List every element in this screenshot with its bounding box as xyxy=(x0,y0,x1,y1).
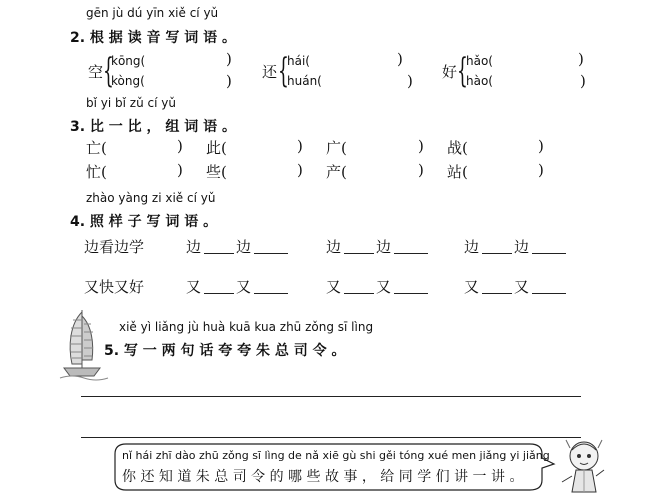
pattern1b-1: 边 xyxy=(326,238,342,256)
row1-item4: 战( xyxy=(447,139,468,157)
blank xyxy=(344,276,374,294)
group3-brace: { xyxy=(457,51,468,91)
pattern1b-2: 边 xyxy=(376,238,392,256)
pattern2c-2: 又 xyxy=(514,278,530,296)
blank xyxy=(532,236,566,254)
section2-pinyin: gēn jù dú yīn xiě cí yǔ xyxy=(86,6,219,20)
blank xyxy=(394,236,428,254)
writing-line-1 xyxy=(81,396,581,397)
blank xyxy=(482,236,512,254)
group3-top-pinyin: hǎo( xyxy=(466,54,493,68)
group1-top-pinyin: kōng( xyxy=(111,54,146,68)
blank xyxy=(204,236,234,254)
cartoon-kid-icon xyxy=(558,436,608,498)
writing-line-2 xyxy=(81,437,581,438)
section3-title: 3. 比 一 比 ， 组 词 语 。 xyxy=(70,119,237,135)
row2-item4: 站( xyxy=(447,163,468,181)
pattern2a-2: 又 xyxy=(236,278,252,296)
group2-bottom-close: ) xyxy=(407,72,413,90)
row2-item4-close: ) xyxy=(538,161,544,179)
section3-pinyin: bǐ yi bǐ zǔ cí yǔ xyxy=(86,96,176,110)
group1-char: 空 xyxy=(88,63,104,81)
pattern2b-1: 又 xyxy=(326,278,342,296)
section5-pinyin: xiě yì liǎng jù huà kuā kua zhū zǒng sī lìng xyxy=(119,320,374,334)
section2-title: 2. 根 据 读 音 写 词 语 。 xyxy=(70,30,237,46)
pattern2a-1: 又 xyxy=(186,278,202,296)
group3-top-close: ) xyxy=(578,50,584,68)
group1-top-close: ) xyxy=(226,50,232,68)
row1-item2: 此( xyxy=(206,139,227,157)
group1-brace: { xyxy=(103,51,114,91)
row1-item2-close: ) xyxy=(297,137,303,155)
group2-char: 还 xyxy=(262,63,278,81)
row1-item3-close: ) xyxy=(418,137,424,155)
example1: 边看边学 xyxy=(84,238,145,256)
blank xyxy=(254,276,288,294)
section4-pinyin: zhào yàng zi xiě cí yǔ xyxy=(86,191,216,205)
row2-item3-close: ) xyxy=(418,161,424,179)
example2: 又快又好 xyxy=(84,278,145,296)
pattern1c-1: 边 xyxy=(464,238,480,256)
pattern2b-2: 又 xyxy=(376,278,392,296)
row1-item4-close: ) xyxy=(538,137,544,155)
row1-item1: 亡( xyxy=(86,139,107,157)
section5-title: 5. 写 一 两 句 话 夸 夸 朱 总 司 令 。 xyxy=(104,343,346,359)
group3-bottom-pinyin: hào( xyxy=(466,74,493,88)
section4-title: 4. 照 样 子 写 词 语 。 xyxy=(70,214,218,230)
group1-bottom-pinyin: kòng( xyxy=(111,74,145,88)
group2-bottom-pinyin: huán( xyxy=(287,74,322,88)
group2-brace: { xyxy=(278,51,289,91)
pattern1a-1: 边 xyxy=(186,238,202,256)
blank xyxy=(204,276,234,294)
blank xyxy=(254,236,288,254)
blank xyxy=(394,276,428,294)
row2-item1: 忙( xyxy=(86,163,107,181)
row1-item1-close: ) xyxy=(177,137,183,155)
group2-top-pinyin: hái( xyxy=(287,54,310,68)
row2-item2: 些( xyxy=(206,163,227,181)
group1-bottom-close: ) xyxy=(226,72,232,90)
group3-char: 好 xyxy=(442,63,458,81)
row2-item2-close: ) xyxy=(297,161,303,179)
pattern1a-2: 边 xyxy=(236,238,252,256)
group3-bottom-close: ) xyxy=(580,72,586,90)
blank xyxy=(482,276,512,294)
group2-top-close: ) xyxy=(397,50,403,68)
pattern1c-2: 边 xyxy=(514,238,530,256)
bubble-text: 你 还 知 道 朱 总 司 令 的 哪 些 故 事 ， 给 同 学 们 讲 一 讲 。 xyxy=(122,469,524,485)
sailboat-icon xyxy=(58,306,110,384)
pattern2c-1: 又 xyxy=(464,278,480,296)
row2-item3: 产( xyxy=(326,163,347,181)
row1-item3: 广( xyxy=(326,139,347,157)
bubble-pinyin: nǐ hái zhī dào zhū zǒng sī lìng de nǎ xiē gù shi gěi tóng xué men jiǎng yi jiǎng xyxy=(122,449,550,462)
row2-item1-close: ) xyxy=(177,161,183,179)
blank xyxy=(532,276,566,294)
blank xyxy=(344,236,374,254)
